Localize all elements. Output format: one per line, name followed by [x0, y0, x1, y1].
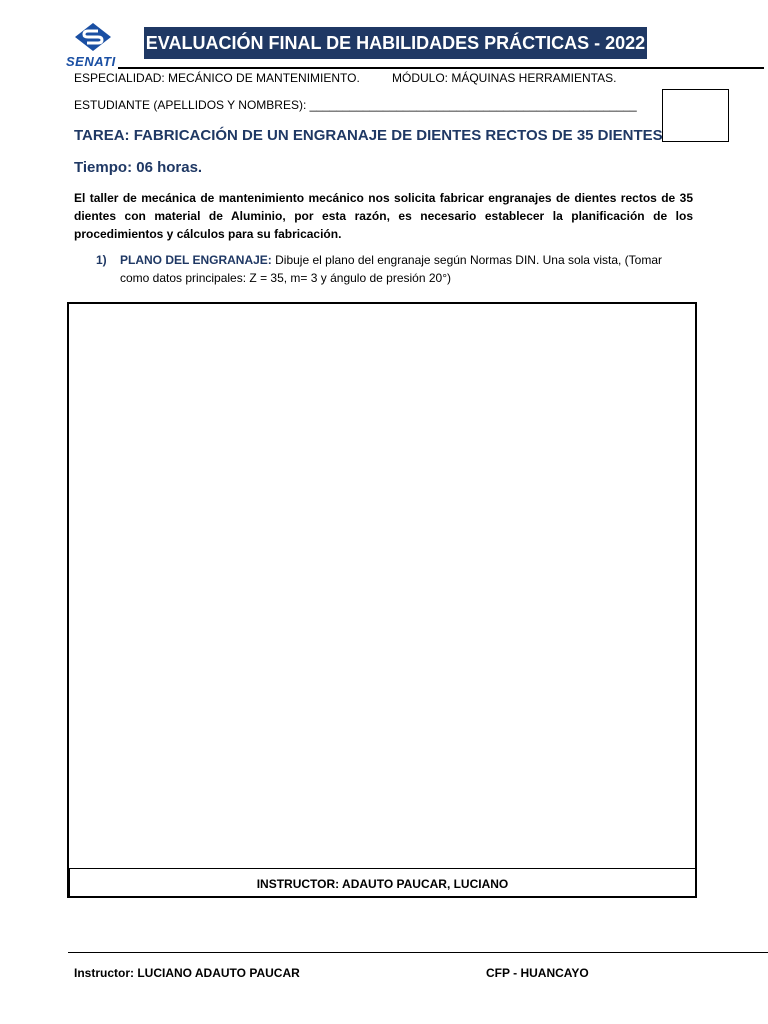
module-label: MÓDULO: MÁQUINAS HERRAMIENTAS.: [392, 71, 617, 85]
caption-left-border: [67, 868, 70, 898]
score-box: [662, 89, 729, 142]
footer-center-name: CFP - HUANCAYO: [486, 966, 589, 980]
footer-divider: [68, 952, 768, 953]
question-text-continued: como datos principales: Z = 35, m= 3 y ángulo de presión 20°): [120, 271, 451, 285]
instructor-caption: INSTRUCTOR: ADAUTO PAUCAR, LUCIANO: [68, 868, 697, 898]
header-divider: [118, 67, 764, 69]
time-label: Tiempo: 06 horas.: [74, 159, 203, 176]
senati-logo-text: SENATI: [66, 54, 116, 69]
intro-paragraph: El taller de mecánica de mantenimiento mecánico nos solicita fabricar engranajes de dientes rectos de 35 dientes con material de Aluminio, por esta razón, es necesario establecer la planificación de los procedimientos y cálculos para su fabricación.: [74, 191, 693, 241]
question-number: 1): [96, 253, 107, 267]
question-text: Dibuje el plano del engranaje según Normas DIN. Una sola vista, (Tomar: [271, 253, 662, 267]
footer-instructor: Instructor: LUCIANO ADAUTO PAUCAR: [74, 966, 300, 980]
page-title: EVALUACIÓN FINAL DE HABILIDADES PRÁCTICAS - 2022: [144, 27, 647, 59]
student-name-field: ESTUDIANTE (APELLIDOS Y NOMBRES): _________________________________________________: [74, 98, 637, 112]
specialty-label: ESPECIALIDAD: MECÁNICO DE MANTENIMIENTO.: [74, 71, 360, 85]
question-1: [96, 251, 696, 287]
task-heading: TAREA: FABRICACIÓN DE UN ENGRANAJE DE DIENTES RECTOS DE 35 DIENTES: [74, 127, 663, 144]
question-heading: PLANO DEL ENGRANAJE:: [120, 253, 272, 267]
drawing-area: [67, 302, 697, 898]
